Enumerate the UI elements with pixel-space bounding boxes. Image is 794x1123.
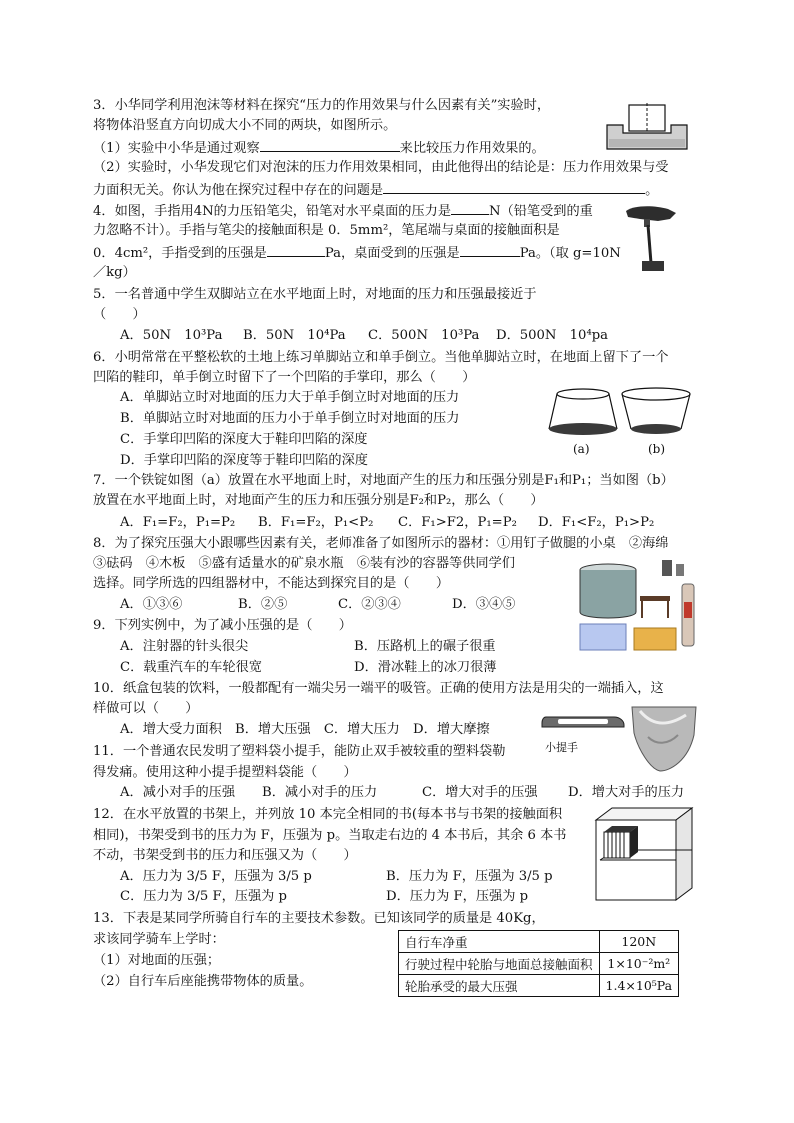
q12-line3: 不动，书架受到书的压力和压强又为（ ）	[93, 848, 357, 863]
q8-option-b[interactable]: B．②⑤	[238, 597, 288, 612]
q3-part2-line1: （2）实验时，小华发现它们对泡沫的压力作用效果相同，由此他得出的结论是：压力作用效果与受	[93, 160, 669, 175]
q11-option-a[interactable]: A．减小对手的压强	[120, 785, 236, 800]
q10-options[interactable]: A．增大受力面积 B．增大压强 C．增大压力 D．增大摩擦	[120, 722, 490, 737]
q4-line1	[93, 201, 593, 221]
q3-part1-blank[interactable]	[260, 138, 400, 152]
table-cell-label: 轮胎承受的最大压强	[399, 975, 600, 997]
q3-part2-line2	[93, 180, 658, 200]
q11-option-b[interactable]: B．减小对手的压力	[262, 785, 378, 800]
q13-part2: （2）自行车后座能携带物体的质量。	[93, 974, 313, 989]
q7-option-a[interactable]: A．F₁=F₂，P₁=P₂	[120, 515, 236, 530]
q9-option-d[interactable]: D．滑冰鞋上的冰刀很薄	[354, 660, 497, 675]
q7-ingot-figure	[545, 385, 695, 455]
q3-part1-text-a: （1）实验中小华是通过观察	[93, 141, 260, 156]
q6-option-a[interactable]: A．单脚站立时对地面的压力大于单手倒立时对地面的压力	[120, 390, 460, 405]
q3-stem-line1: 3．小华同学利用泡沫等材料在探究“压力的作用效果与什么因素有关”实验时，	[93, 98, 551, 113]
table-cell-label: 自行车净重	[399, 931, 600, 953]
q3-stem-line2: 将物体沿竖直方向切成大小不同的两块，如图所示。	[93, 118, 397, 133]
q3-part2-blank[interactable]	[383, 180, 645, 194]
q9-option-c[interactable]: C．载重汽车的车轮很宽	[120, 660, 262, 675]
q7-option-c[interactable]: C．F₁>F2，P₁=P₂	[398, 515, 517, 530]
q4-line1-text-b: N（铅笔受到的重	[489, 204, 593, 219]
q9-stem: 9．下列实例中，为了减小压强的是（ ）	[93, 618, 352, 633]
q4-hand-pencil-figure	[620, 203, 680, 275]
q5-option-b[interactable]: B．50N 10⁴Pa	[243, 328, 346, 343]
q11-option-d[interactable]: D．增大对手的压力	[568, 785, 685, 800]
q4-blank-force[interactable]	[451, 201, 489, 215]
table-cell-value: 1.4×10⁵Pa	[599, 975, 679, 997]
q7-line2: 放置在水平地面上时，对地面产生的压力和压强分别是F₂和P₂，那么（ ）	[93, 493, 544, 508]
q4-blank-finger-pressure[interactable]	[267, 243, 325, 257]
q12-bookshelf-figure	[594, 806, 694, 902]
q12-option-b[interactable]: B．压力为 F，压强为 3/5 p	[386, 869, 553, 884]
q3-part2-end: 。	[645, 183, 659, 198]
table-cell-label: 行驶过程中轮胎与地面总接触面积	[399, 953, 600, 975]
q4-line3-text-b: Pa，桌面受到的压强是	[324, 246, 460, 261]
q13-part1: （1）对地面的压强；	[93, 953, 221, 968]
table-row	[399, 975, 679, 997]
table-row	[399, 931, 679, 953]
q5-paren: （ ）	[93, 307, 146, 322]
q10-line2: 样做可以（ ）	[93, 701, 199, 716]
q7-line1: 7．一个铁锭如图（a）放置在水平地面上时，对地面产生的压力和压强分别是F₁和P₁；当如图（b）	[93, 473, 674, 488]
q4-line3	[93, 243, 621, 263]
q7-option-d[interactable]: D．F₁<F₂，P₁>P₂	[538, 515, 655, 530]
q13-line1: 13．下表是某同学所骑自行车的主要技术参数。已知该同学的质量是 40Kg，	[93, 911, 545, 926]
q11-line2: 得发痛。使用这种小提手提塑料袋能（ ）	[93, 765, 357, 780]
q6-option-d[interactable]: D．手掌印凹陷的深度等于鞋印凹陷的深度	[120, 453, 368, 468]
q6-line1: 6．小明常常在平整松软的土地上练习单脚站立和单手倒立。当他单脚站立时，在地面上留下了一个	[93, 350, 669, 365]
q8-option-a[interactable]: A．①③⑥	[120, 597, 183, 612]
q12-option-a[interactable]: A．压力为 3/5 F，压强为 3/5 p	[120, 869, 312, 884]
q10-line1: 10．纸盒包装的饮料，一般都配有一端尖另一端平的吸管。正确的使用方法是用尖的一端插入，这	[93, 681, 664, 696]
q4-line3-text-a: 0．4cm²，手指受到的压强是	[93, 246, 267, 261]
bicycle-spec-table	[398, 930, 679, 997]
q9-option-b[interactable]: B．压路机上的碾子很重	[354, 639, 496, 654]
q12-option-d[interactable]: D．压力为 F，压强为 p	[386, 889, 529, 904]
q8-option-c[interactable]: C．②③④	[338, 597, 401, 612]
q7-option-b[interactable]: B．F₁=F₂，P₁<P₂	[258, 515, 374, 530]
q5-option-c[interactable]: C．500N 10³Pa	[368, 328, 480, 343]
q4-blank-table-pressure[interactable]	[460, 243, 520, 257]
q3-part2-text: 力面积无关。你认为他在探究过程中存在的问题是	[93, 183, 384, 198]
q5-option-d[interactable]: D．500N 10⁴pa	[496, 328, 609, 343]
q11-option-c[interactable]: C．增大对手的压强	[422, 785, 538, 800]
q8-line1: 8．为了探究压强大小跟哪些因素有关，老师准备了如图所示的器材：①用钉子做腿的小桌 ②海绵	[93, 536, 669, 551]
q8-line2: ③砝码 ④木板 ⑤盛有适量水的矿泉水瓶 ⑥装有沙的容器等供同学们	[93, 556, 515, 571]
q5-stem: 5．一名普通中学生双脚站立在水平地面上时，对地面的压力和压强最接近于	[93, 287, 537, 302]
q10-fig-label: 小提手	[545, 741, 578, 754]
q12-option-c[interactable]: C．压力为 3/5 F，压强为 p	[120, 889, 287, 904]
q4-line1-text-a: 4．如图，手指用4N的力压铅笔尖，铅笔对水平桌面的压力是	[93, 204, 452, 219]
q6-option-c[interactable]: C．手掌印凹陷的深度大于鞋印凹陷的深度	[120, 432, 368, 447]
q4-line3-text-c: Pa。（取 g=10N	[519, 246, 621, 261]
q8-apparatus-figure	[578, 558, 700, 662]
table-cell-value: 120N	[599, 931, 679, 953]
q3-part1	[93, 138, 545, 158]
q3-foam-figure	[605, 103, 691, 153]
table-cell-value: 1×10⁻²m²	[599, 953, 679, 975]
q11-line1: 11．一个普通农民发明了塑料袋小提手，能防止双手被较重的塑料袋勒	[93, 744, 506, 759]
q8-option-d[interactable]: D．③④⑤	[452, 597, 516, 612]
q6-line2: 凹陷的鞋印，单手倒立时留下了一个凹陷的手掌印，那么（ ）	[93, 370, 476, 385]
q12-line1: 12．在水平放置的书架上，并列放 10 本完全相同的书(每本书与书架的接触面积	[93, 807, 563, 822]
q3-part1-text-b: 来比较压力作用效果的。	[399, 141, 545, 156]
q12-line2: 相同)，书架受到书的压力为 F，压强为 p。当取走右边的 4 本书后，其余 6 本书	[93, 828, 567, 843]
table-row	[399, 953, 679, 975]
q4-line4: ／kg）	[93, 265, 136, 280]
q6-option-b[interactable]: B．单脚站立时对地面的压力小于单手倒立时对地面的压力	[120, 411, 460, 426]
q9-option-a[interactable]: A．注射器的针头很尖	[120, 639, 249, 654]
q6-fig-label-b: (b)	[648, 442, 666, 456]
q4-line2: 力忽略不计）。手指与笔尖的接触面积是 0．5mm²，笔尾端与桌面的接触面积是	[93, 223, 560, 238]
q6-fig-label-a: (a)	[573, 442, 590, 456]
q13-line2: 求该同学骑车上学时：	[93, 932, 225, 947]
q8-line3: 选择。同学所选的四组器材中，不能达到探究目的是（ ）	[93, 576, 450, 591]
q5-option-a[interactable]: A．50N 10³Pa	[120, 328, 223, 343]
